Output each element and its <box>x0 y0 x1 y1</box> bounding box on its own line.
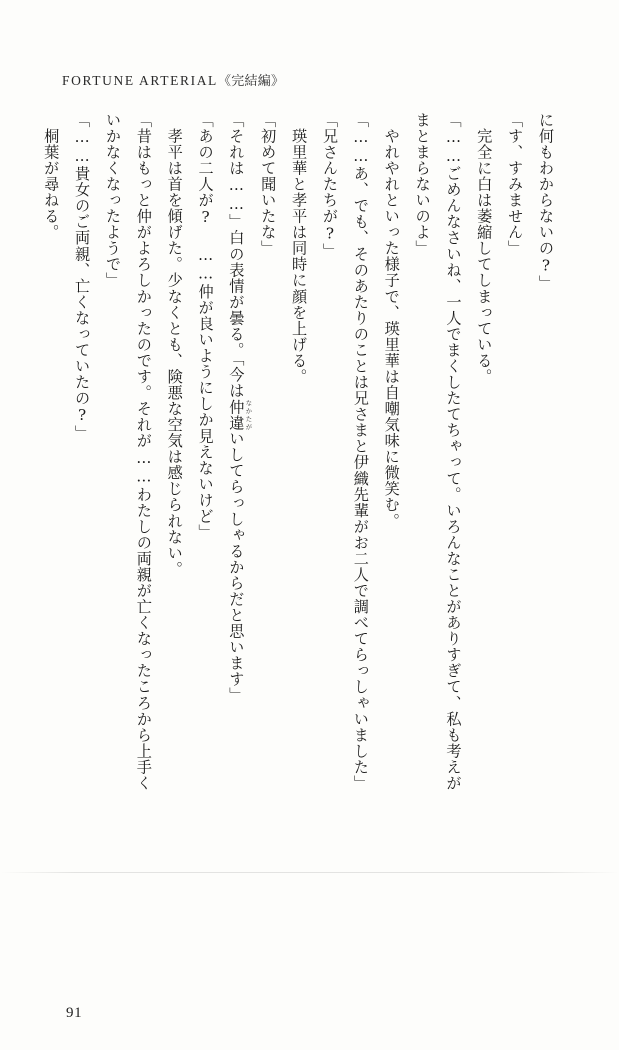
ruby-annotated-term: 仲違 なかたが <box>227 398 253 431</box>
text-line: 「あの二人が? ……仲が良いようにしか見えないけど」 <box>196 112 215 541</box>
running-head-series: FORTUNE ARTERIAL <box>62 73 218 88</box>
text-line: 「……ごめんなさいね、一人でまくしたてちゃって。いろんなことがありすぎて、私も考えが <box>444 112 463 792</box>
body-text-vertical <box>42 112 561 972</box>
text-line: 完全に白は萎縮してしまっている。 <box>475 112 494 385</box>
text-line: いかなくなったようで」 <box>103 112 122 289</box>
text-line: 「す、すみません」 <box>506 112 525 257</box>
text-line: 「……あ、でも、そのあたりのことは兄さまと伊織先輩がお二人で調べてらっしゃいました」 <box>351 112 370 792</box>
text-line: 瑛里華と孝平は同時に顔を上げる。 <box>290 112 309 385</box>
page-number: 91 <box>66 1005 83 1021</box>
text-line: 「初めて聞いたな」 <box>259 112 278 257</box>
text-line: に何もわからないの?」 <box>537 112 555 292</box>
page-divider-rule <box>0 872 619 873</box>
running-head <box>62 70 284 89</box>
text-line: 孝平は首を傾げた。少なくとも、険悪な空気は感じられない。 <box>165 112 184 578</box>
text-line: まとまらないのよ」 <box>413 112 432 257</box>
text-line: やれやれといった様子で、瑛里華は自嘲気味に微笑む。 <box>382 112 401 529</box>
text-line: 「兄さんたちが?」 <box>320 112 339 260</box>
ruby-reading: なかたが <box>244 398 253 431</box>
text-line: 桐葉が尋ねる。 <box>42 112 61 241</box>
text-line: 「……貴女のご両親、亡くなっていたの?」 <box>73 112 92 442</box>
text-line-with-ruby: 「それは……」白の表情が曇る。「今は仲違 なかたがいしてらっしゃるからだと思います」 <box>227 112 253 704</box>
running-head-volume: 《完結編》 <box>217 74 285 89</box>
text-line: 「昔はもっと仲がよろしかったのです。それが……わたしの両親が亡くなったころから上手く <box>134 112 153 792</box>
